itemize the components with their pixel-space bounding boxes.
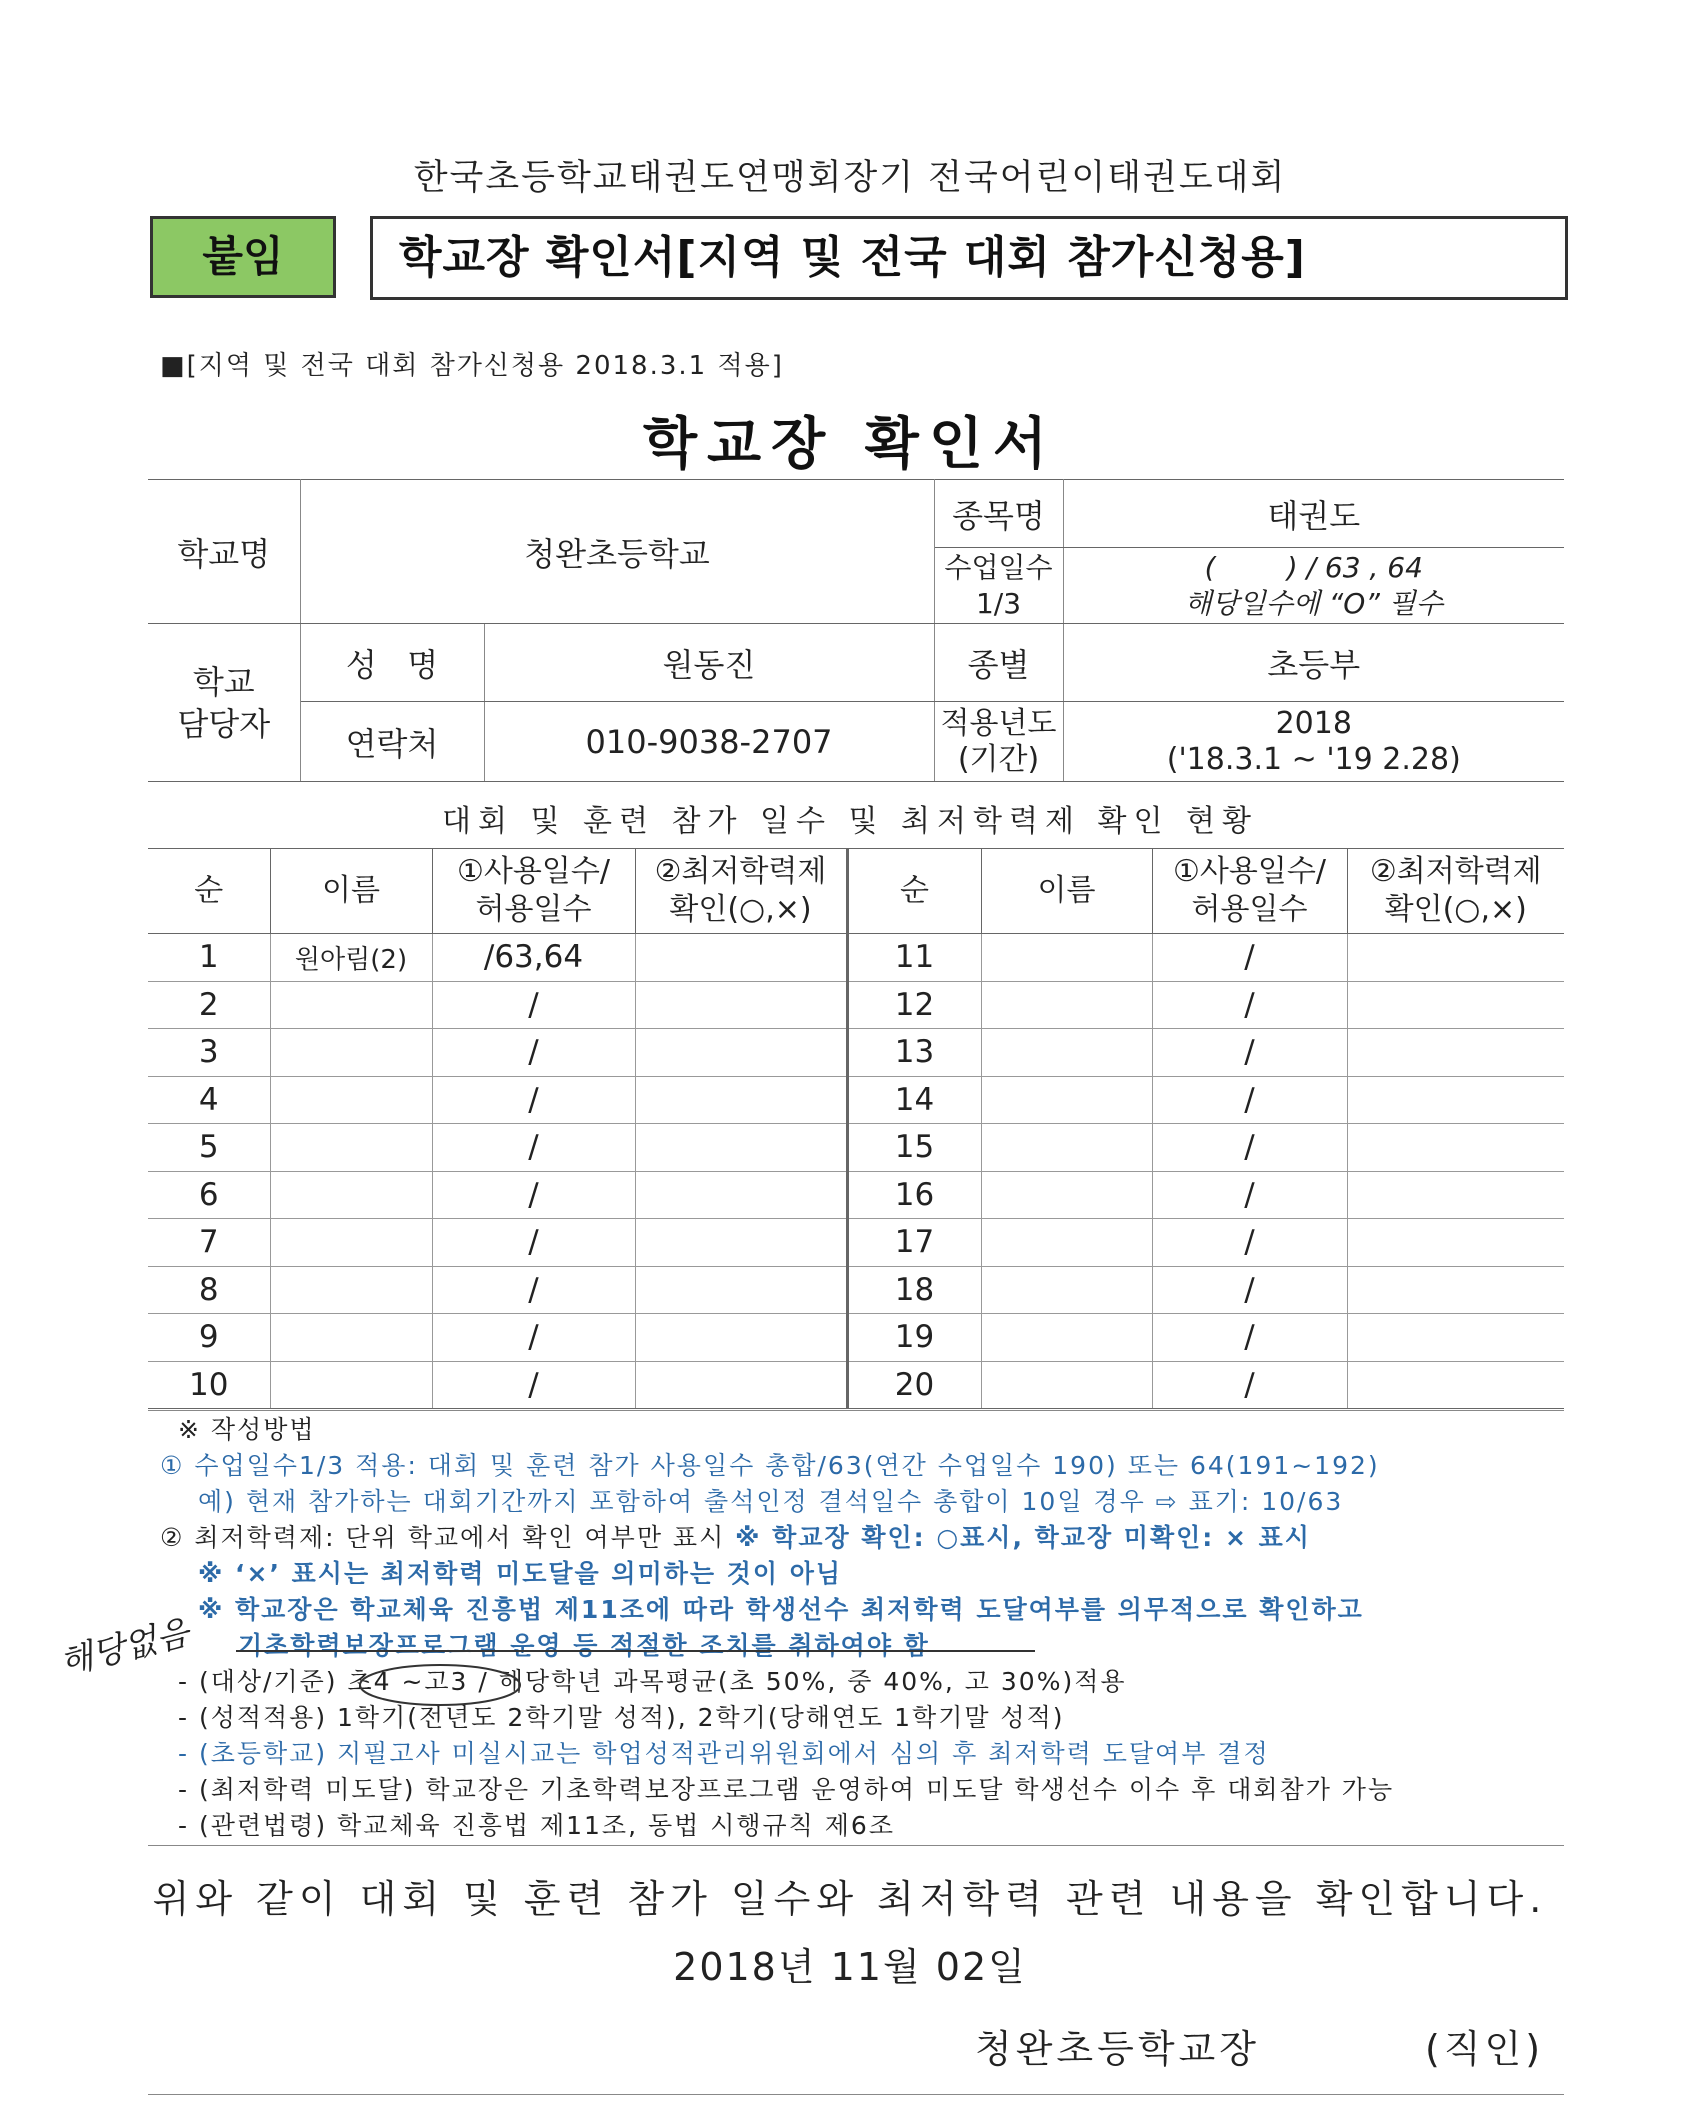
row-no: 1 <box>148 934 270 982</box>
row-days-right: / <box>1152 1361 1347 1409</box>
header-check-right-line2: 확인(○,×) <box>1384 892 1527 927</box>
apply-note: ■[지역 및 전국 대회 참가신청용 2018.3.1 적용] <box>160 351 784 381</box>
header-no: 순 <box>148 849 270 934</box>
note-4a: ※ 학교장은 학교체육 진흥법 제11조에 따라 학생선수 최저학력 도달여부를 의무적으로 확인하고 <box>198 1595 1364 1624</box>
year-label-line1: 적용년도 <box>940 705 1057 741</box>
divider-confirm <box>148 1845 1564 1846</box>
row-days: /63,64 <box>432 934 635 982</box>
detail-2: - (성적적용) 1학기(전년도 2학기말 성적), 2학기(당해연도 1학기말 성적) <box>178 1703 1065 1732</box>
row-days-right: / <box>1152 1266 1347 1314</box>
row-no: 9 <box>148 1314 270 1362</box>
school-label: 학교명 <box>148 480 300 624</box>
year-label-line2: (기간) <box>957 741 1040 777</box>
notes-heading: ※ 작성방법 <box>178 1415 316 1444</box>
row-days: / <box>432 1314 635 1362</box>
days-label-line1: 수업일수 <box>944 550 1053 584</box>
row-no-right: 17 <box>847 1219 981 1267</box>
days-value-note: 해당일수에 “O” 필수 <box>1184 586 1443 620</box>
row-days: / <box>432 981 635 1029</box>
school-value: 청완초등학교 <box>300 480 934 624</box>
row-no-right: 15 <box>847 1124 981 1172</box>
divider-bottom <box>148 2094 1564 2095</box>
name-label: 성 명 <box>300 624 484 702</box>
header-name: 이름 <box>270 849 432 934</box>
row-days: / <box>432 1266 635 1314</box>
header-days-line1: ①사용일수/ <box>457 854 610 889</box>
row-no-right: 14 <box>847 1076 981 1124</box>
document-banner: 학교장 확인서[지역 및 전국 대회 참가신청용] <box>370 216 1568 300</box>
row-no: 5 <box>148 1124 270 1172</box>
sport-value: 태권도 <box>1063 480 1564 548</box>
sport-label: 종목명 <box>934 480 1063 548</box>
row-days: / <box>432 1076 635 1124</box>
row-days-right: / <box>1152 1076 1347 1124</box>
note-3: ※ ‘×’ 표시는 최저학력 미도달을 의미하는 것이 아님 <box>198 1559 843 1588</box>
note-2b: ※ 학교장 확인: ○표시, 학교장 미확인: × 표시 <box>735 1523 1311 1552</box>
row-days: / <box>432 1124 635 1172</box>
row-days: / <box>432 1219 635 1267</box>
row-no-right: 20 <box>847 1361 981 1409</box>
row-days-right: / <box>1152 981 1347 1029</box>
circle-mark <box>360 1665 520 1705</box>
row-days-right: / <box>1152 1029 1347 1077</box>
year-period: ('18.3.1 ~ '19 2.28) <box>1166 741 1461 777</box>
division-label: 종별 <box>934 624 1063 702</box>
row-no-right: 19 <box>847 1314 981 1362</box>
detail-5: - (관련법령) 학교체육 진흥법 제11조, 동법 시행규칙 제6조 <box>178 1811 895 1840</box>
row-name: 원아림(2) <box>270 934 432 982</box>
note-4b: 기초학력보장프로그램 운영 등 적절한 조치를 취하여야 함 <box>238 1631 930 1660</box>
name-value: 원동진 <box>484 624 934 702</box>
principal-signature: 청완초등학교장 <box>975 2027 1260 2071</box>
header-days-right-line1: ①사용일수/ <box>1173 854 1326 889</box>
handwritten-annotation: 해당없음 <box>55 1612 194 1684</box>
detail-4: - (최저학력 미도달) 학교장은 기초학력보장프로그램 운영하여 미도달 학생선수 이수 후 대회참가 가능 <box>178 1775 1395 1804</box>
detail-1: - (대상/기준) 초4 ~고3 / 해당학년 과목평균(초 50%, 중 40%, 고 30%)적용 <box>178 1667 1127 1696</box>
header-no-right: 순 <box>847 849 981 934</box>
row-days-right: / <box>1152 1171 1347 1219</box>
days-label-line2: 1/3 <box>975 586 1022 620</box>
row-no: 10 <box>148 1361 270 1409</box>
row-no-right: 13 <box>847 1029 981 1077</box>
note-2a: ② 최저학력제: 단위 학교에서 확인 여부만 표시 <box>160 1523 726 1552</box>
header-days-right-line2: 허용일수 <box>1191 892 1308 927</box>
row-days-right: / <box>1152 1219 1347 1267</box>
note-1a: ① 수업일수1/3 적용: 대회 및 훈련 참가 사용일수 총합/63(연간 수업일수 190) 또는 64(191~192) <box>160 1451 1380 1480</box>
header-name-right: 이름 <box>981 849 1152 934</box>
row-days-right: / <box>1152 934 1347 982</box>
divider-notes <box>148 1410 1564 1411</box>
row-days-right: / <box>1152 1124 1347 1172</box>
row-days: / <box>432 1171 635 1219</box>
row-no: 8 <box>148 1266 270 1314</box>
header-check-line1: ②최저학력제 <box>654 854 827 889</box>
header-check-line2: 확인(○,×) <box>669 892 812 927</box>
contact-value: 010-9038-2707 <box>484 702 934 782</box>
days-value-line1: ( ) / 63 , 64 <box>1204 550 1423 584</box>
row-no: 7 <box>148 1219 270 1267</box>
document-title: 학교장 확인서 <box>642 412 1058 477</box>
division-value: 초등부 <box>1063 624 1564 702</box>
official-seal: (직인) <box>1425 2027 1545 2071</box>
detail-3: - (초등학교) 지필고사 미실시교는 학업성적관리위원회에서 심의 후 최저학력 도달여부 결정 <box>178 1739 1270 1768</box>
year-value-line1: 2018 <box>1275 705 1352 741</box>
manager-label-line2: 담당자 <box>177 704 271 743</box>
section-title: 대회 및 훈련 참가 일수 및 최저학력제 확인 현황 <box>442 804 1258 839</box>
row-no: 2 <box>148 981 270 1029</box>
row-days-right: / <box>1152 1314 1347 1362</box>
attachment-badge: 붙임 <box>150 216 336 298</box>
confirmation-statement: 위와 같이 대회 및 훈련 참가 일수와 최저학력 관련 내용을 확인합니다. <box>152 1877 1548 1921</box>
row-no-right: 16 <box>847 1171 981 1219</box>
row-days: / <box>432 1361 635 1409</box>
manager-label-line1: 학교 <box>192 662 255 701</box>
note-1b: 예) 현재 참가하는 대회기간까지 포함하여 출석인정 결석일수 총합이 10일 경우 ⇨ 표기: 10/63 <box>198 1487 1344 1516</box>
row-no-right: 18 <box>847 1266 981 1314</box>
event-title: 한국초등학교태권도연맹회장기 전국어린이태권도대회 <box>413 158 1287 198</box>
header-days-line2: 허용일수 <box>475 892 592 927</box>
row-no: 4 <box>148 1076 270 1124</box>
row-no: 6 <box>148 1171 270 1219</box>
row-no-right: 11 <box>847 934 981 982</box>
contact-label: 연락처 <box>300 702 484 782</box>
issue-date: 2018년 11월 02일 <box>673 1945 1027 1989</box>
row-no-right: 12 <box>847 981 981 1029</box>
header-check-right-line1: ②최저학력제 <box>1369 854 1542 889</box>
row-days: / <box>432 1029 635 1077</box>
row-no: 3 <box>148 1029 270 1077</box>
